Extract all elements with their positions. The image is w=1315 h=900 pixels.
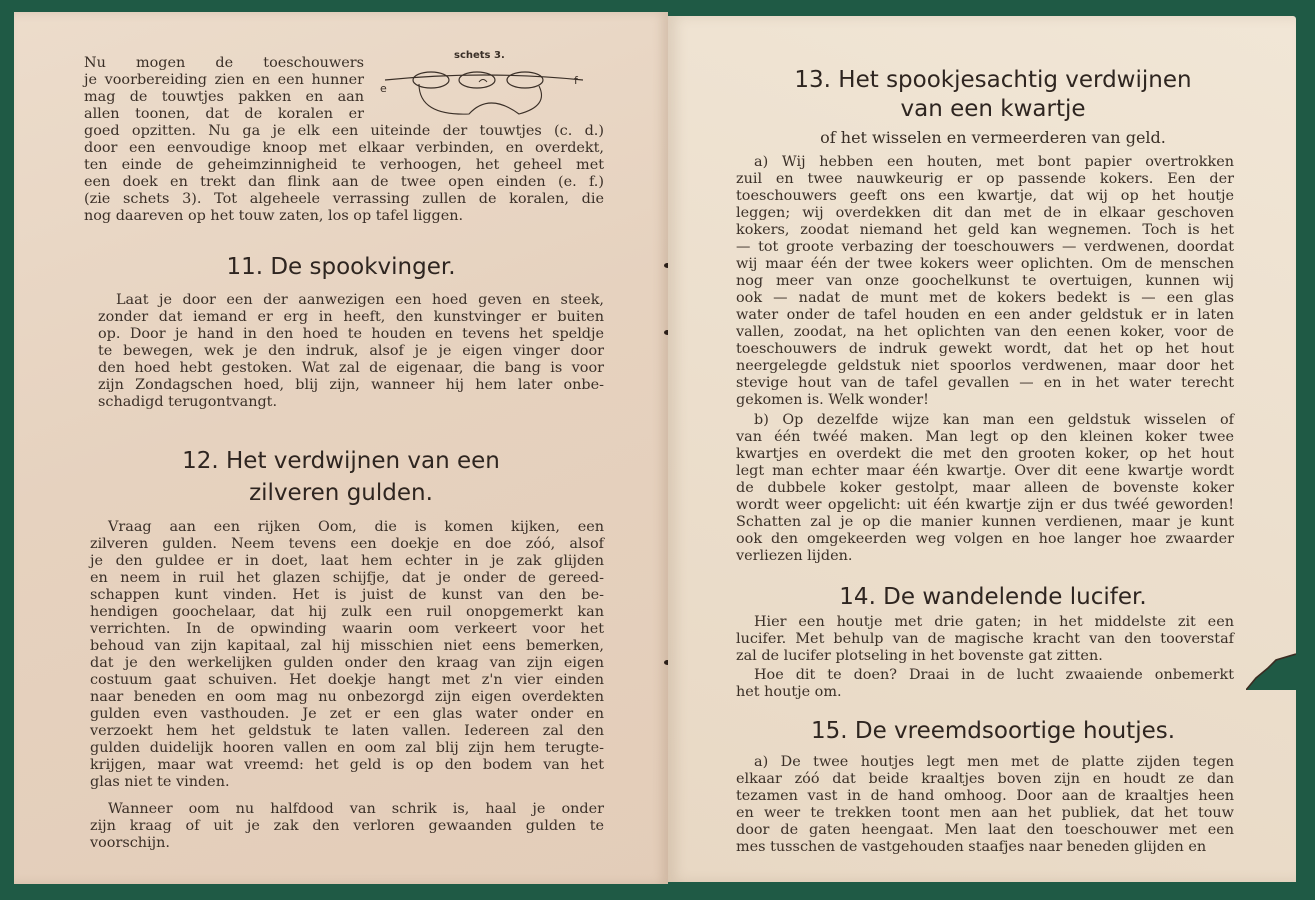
section-11-title: 11. De spookvinger. xyxy=(226,254,456,280)
text-line: Hier een houtje met drie gaten; in het middelste zit een xyxy=(754,614,1234,630)
text-line: leggen; wij overdekken dit dan met de in elkaar geschoven xyxy=(736,205,1234,221)
text-line: glas niet te vinden. xyxy=(90,774,230,790)
text-line: te bewegen, wek je den indruk, alsof je je eigen vinger door xyxy=(98,343,604,359)
text-line: b) Op dezelfde wijze kan man een geldstuk wisselen of xyxy=(754,412,1234,428)
text-line: mag de touwtjes pakken en aan xyxy=(84,89,364,105)
sketch-title: schets 3. xyxy=(454,50,505,61)
section-11-body xyxy=(98,292,604,411)
text-line: verliezen lijden. xyxy=(736,548,853,564)
text-line: gulden duidelijk hooren vallen en oom zal blij zijn hem terugte- xyxy=(90,740,604,756)
text-line: door een eenvoudige knoop met elkaar verbinden, en overdekt, xyxy=(84,140,604,156)
text-line: schadigd terugontvangt. xyxy=(98,394,278,410)
text-line: je voorbereiding zien en een hunner xyxy=(84,72,364,88)
text-line: dat je den werkelijken gulden onder den kraag van zijn eigen xyxy=(90,655,604,671)
text-line: door de gaten heengaat. Men laat den toeschouwer met een xyxy=(736,822,1234,838)
text-line: Wanneer oom nu halfdood van schrik is, haal je onder xyxy=(108,801,604,817)
section-14-title: 14. De wandelende lucifer. xyxy=(839,584,1147,610)
text-line: allen toonen, dat de koralen er xyxy=(84,106,364,122)
text-line: van één twéé maken. Man legt op den kleinen koker twee xyxy=(736,429,1234,445)
text-line: mes tusschen de vastgehouden staafjes naar beneden glijden en xyxy=(736,839,1207,855)
sketch-label-e: e xyxy=(380,82,387,95)
text-line: en weer te trekken toont men aan het publiek, dat het touw xyxy=(736,805,1234,821)
text-line: stevige hout van de tafel gevallen — en in het water terecht xyxy=(736,375,1234,391)
text-line: a) Wij hebben een houten, met bont papier overtrokken xyxy=(754,154,1234,170)
section-14-body xyxy=(736,614,1234,665)
text-line: het houtje om. xyxy=(736,684,842,700)
text-line: lucifer. Met behulp van de magische kracht van den tooverstaf xyxy=(736,631,1234,647)
text-line: elkaar zóó dat beide kraaltjes boven zijn en houdt ze dan xyxy=(736,771,1234,787)
section-13-part-b xyxy=(736,412,1234,565)
text-line: gulden even vasthouden. Je zet er een glas water onder en xyxy=(90,706,604,722)
text-line: Hoe dit te doen? Draai in de lucht zwaaiende onbemerkt xyxy=(754,667,1234,683)
section-12-body xyxy=(90,519,604,791)
text-line: de dubbele koker gestolpt, maar alleen de bovenste koker xyxy=(736,480,1234,496)
text-line: verrichten. In de opwinding waarin oom verkeert voor het xyxy=(90,621,604,637)
text-line: schappen kunt vinden. Het is juist de kunst van den be- xyxy=(90,587,604,603)
text-line: ook den omgekeerden weg volgen en hoe langer hoe zwaarder xyxy=(736,531,1234,547)
text-line: verzoekt hem het geldstuk te laten vallen. Iedereen zal den xyxy=(90,723,604,739)
text-line: zal de lucifer plotseling in het bovenste gat zitten. xyxy=(736,648,1103,664)
section-15-body xyxy=(736,754,1234,856)
section-12-title-line2: zilveren gulden. xyxy=(249,480,433,506)
text-line: wij maar één der twee kokers weer oplichten. Om de menschen xyxy=(736,256,1234,272)
text-line: ten einde de geheimzinnigheid te verhoogen, het geheel met xyxy=(84,157,604,173)
text-line: zijn Zondagschen hoed, blij zijn, wanneer hij hem later onbe- xyxy=(98,377,604,393)
text-line: water onder de tafel houden en een ander geldstuk er in laten xyxy=(736,307,1234,323)
text-line: (zie schets 3). Tot algeheele verrassing zullen de koralen, die xyxy=(84,191,604,207)
text-line: kwartjes en overdekt die met den grooten koker, op het hout xyxy=(736,446,1234,462)
text-line: Laat je door een der aanwezigen een hoed geven en steek, xyxy=(116,292,604,308)
text-line: zuil en twee nauwkeurig er op passende kokers. Een der xyxy=(736,171,1234,187)
section-13-subtitle: of het wisselen en vermeerderen van geld. xyxy=(820,128,1166,147)
section-12-body-2 xyxy=(90,801,604,852)
text-line: zonder dat iemand er erg in heeft, den kunstvinger er buiten xyxy=(98,309,604,325)
text-line: den hoed hebt gestoken. Wat zal de eigenaar, die bang is voor xyxy=(98,360,604,376)
section-14-body-2 xyxy=(736,667,1234,701)
page-tear xyxy=(1246,650,1296,690)
text-line: zilveren gulden. Neem tevens een doekje en doe zóó, alsof xyxy=(90,536,604,552)
text-line: wordt weer opgelicht: uit één kwartje zijn er dus twéé geworden! xyxy=(736,497,1234,513)
sketch-3-figure xyxy=(379,64,589,126)
text-line: op. Door je hand in den hoed te houden en tevens het speldje xyxy=(98,326,604,342)
text-line: goed opzitten. Nu ga je elk een uiteinde der touwtjes (c. d.) xyxy=(84,123,604,139)
text-line: behoud van zijn kapitaal, zal hij misschien niet eens bemerken, xyxy=(90,638,604,654)
text-line: tezamen vast in de hand omhoog. Door aan de kraaltjes heen xyxy=(736,788,1234,804)
text-line: neergelegde geldstuk niet spoorlos verdwenen, maar door het xyxy=(736,358,1234,374)
text-line: a) De twee houtjes legt men met de platte zijden tegen xyxy=(754,754,1234,770)
left-page xyxy=(14,12,668,884)
text-line: Vraag aan een rijken Oom, die is komen kijken, een xyxy=(108,519,604,535)
text-line: toeschouwers de indruk gewekt wordt, dat het op het hout xyxy=(736,341,1234,357)
text-line: Schatten zal je op die manier kunnen verdienen, maar je kunt xyxy=(736,514,1234,530)
text-line: — tot groote verbazing der toeschouwers — verdwenen, doordat xyxy=(736,239,1234,255)
text-line: gekomen is. Welk wonder! xyxy=(736,392,929,408)
text-line: kokers, zoodat niemand het geld kan wegnemen. Toch is het xyxy=(736,222,1234,238)
section-13-part-a xyxy=(736,154,1234,409)
text-line: en neem in ruil het glazen schijfje, dat je onder de gereed- xyxy=(90,570,604,586)
text-line: zijn kraag of uit je zak den verloren gewaanden gulden te xyxy=(90,818,604,834)
section-15-title: 15. De vreemdsoortige houtjes. xyxy=(810,718,1176,744)
text-line: vallen, zoodat, na het oplichten van den eenen koker, voor de xyxy=(736,324,1234,340)
text-line: een doek en trekt dan flink aan de twee open einden (e. f.) xyxy=(84,174,604,190)
text-line: je den guldee er in doet, laat hem echter in je zak glijden xyxy=(90,553,604,569)
section-12-title-line1: 12. Het verdwijnen van een xyxy=(182,448,500,474)
right-page xyxy=(668,16,1296,882)
section-13-title-line2: van een kwartje xyxy=(900,96,1086,122)
text-line: hendigen goochelaar, dat hij zulk een ruil onopgemerkt kan xyxy=(90,604,604,620)
text-line: toeschouwers geeft ons een kwartje, dat wij op het houtje xyxy=(736,188,1234,204)
text-line: nog daareven op het touw zaten, los op tafel liggen. xyxy=(84,208,464,224)
text-line: Nu mogen de toeschouwers xyxy=(84,55,364,71)
text-line: naar beneden en oom mag nu onbezorgd zijn eigen overdekten xyxy=(90,689,604,705)
text-line: voorschijn. xyxy=(90,835,170,851)
text-line: krijgen, maar wat vreemd: het geld is op den bodem van het xyxy=(90,757,604,773)
text-line: legt man echter maar één kwartje. Over dit eene kwartje wordt xyxy=(736,463,1234,479)
sketch-label-f: f xyxy=(574,74,578,87)
text-line: nog meer van onze goochelkunst te overtuigen, kunnen wij xyxy=(736,273,1234,289)
section-13-title-line1: 13. Het spookjesachtig verdwijnen xyxy=(794,67,1192,93)
text-line: costuum gaat schuiven. Het doekje hangt met z'n vier einden xyxy=(90,672,604,688)
text-line: ook — nadat de munt met de kokers bedekt is — een glas xyxy=(736,290,1234,306)
